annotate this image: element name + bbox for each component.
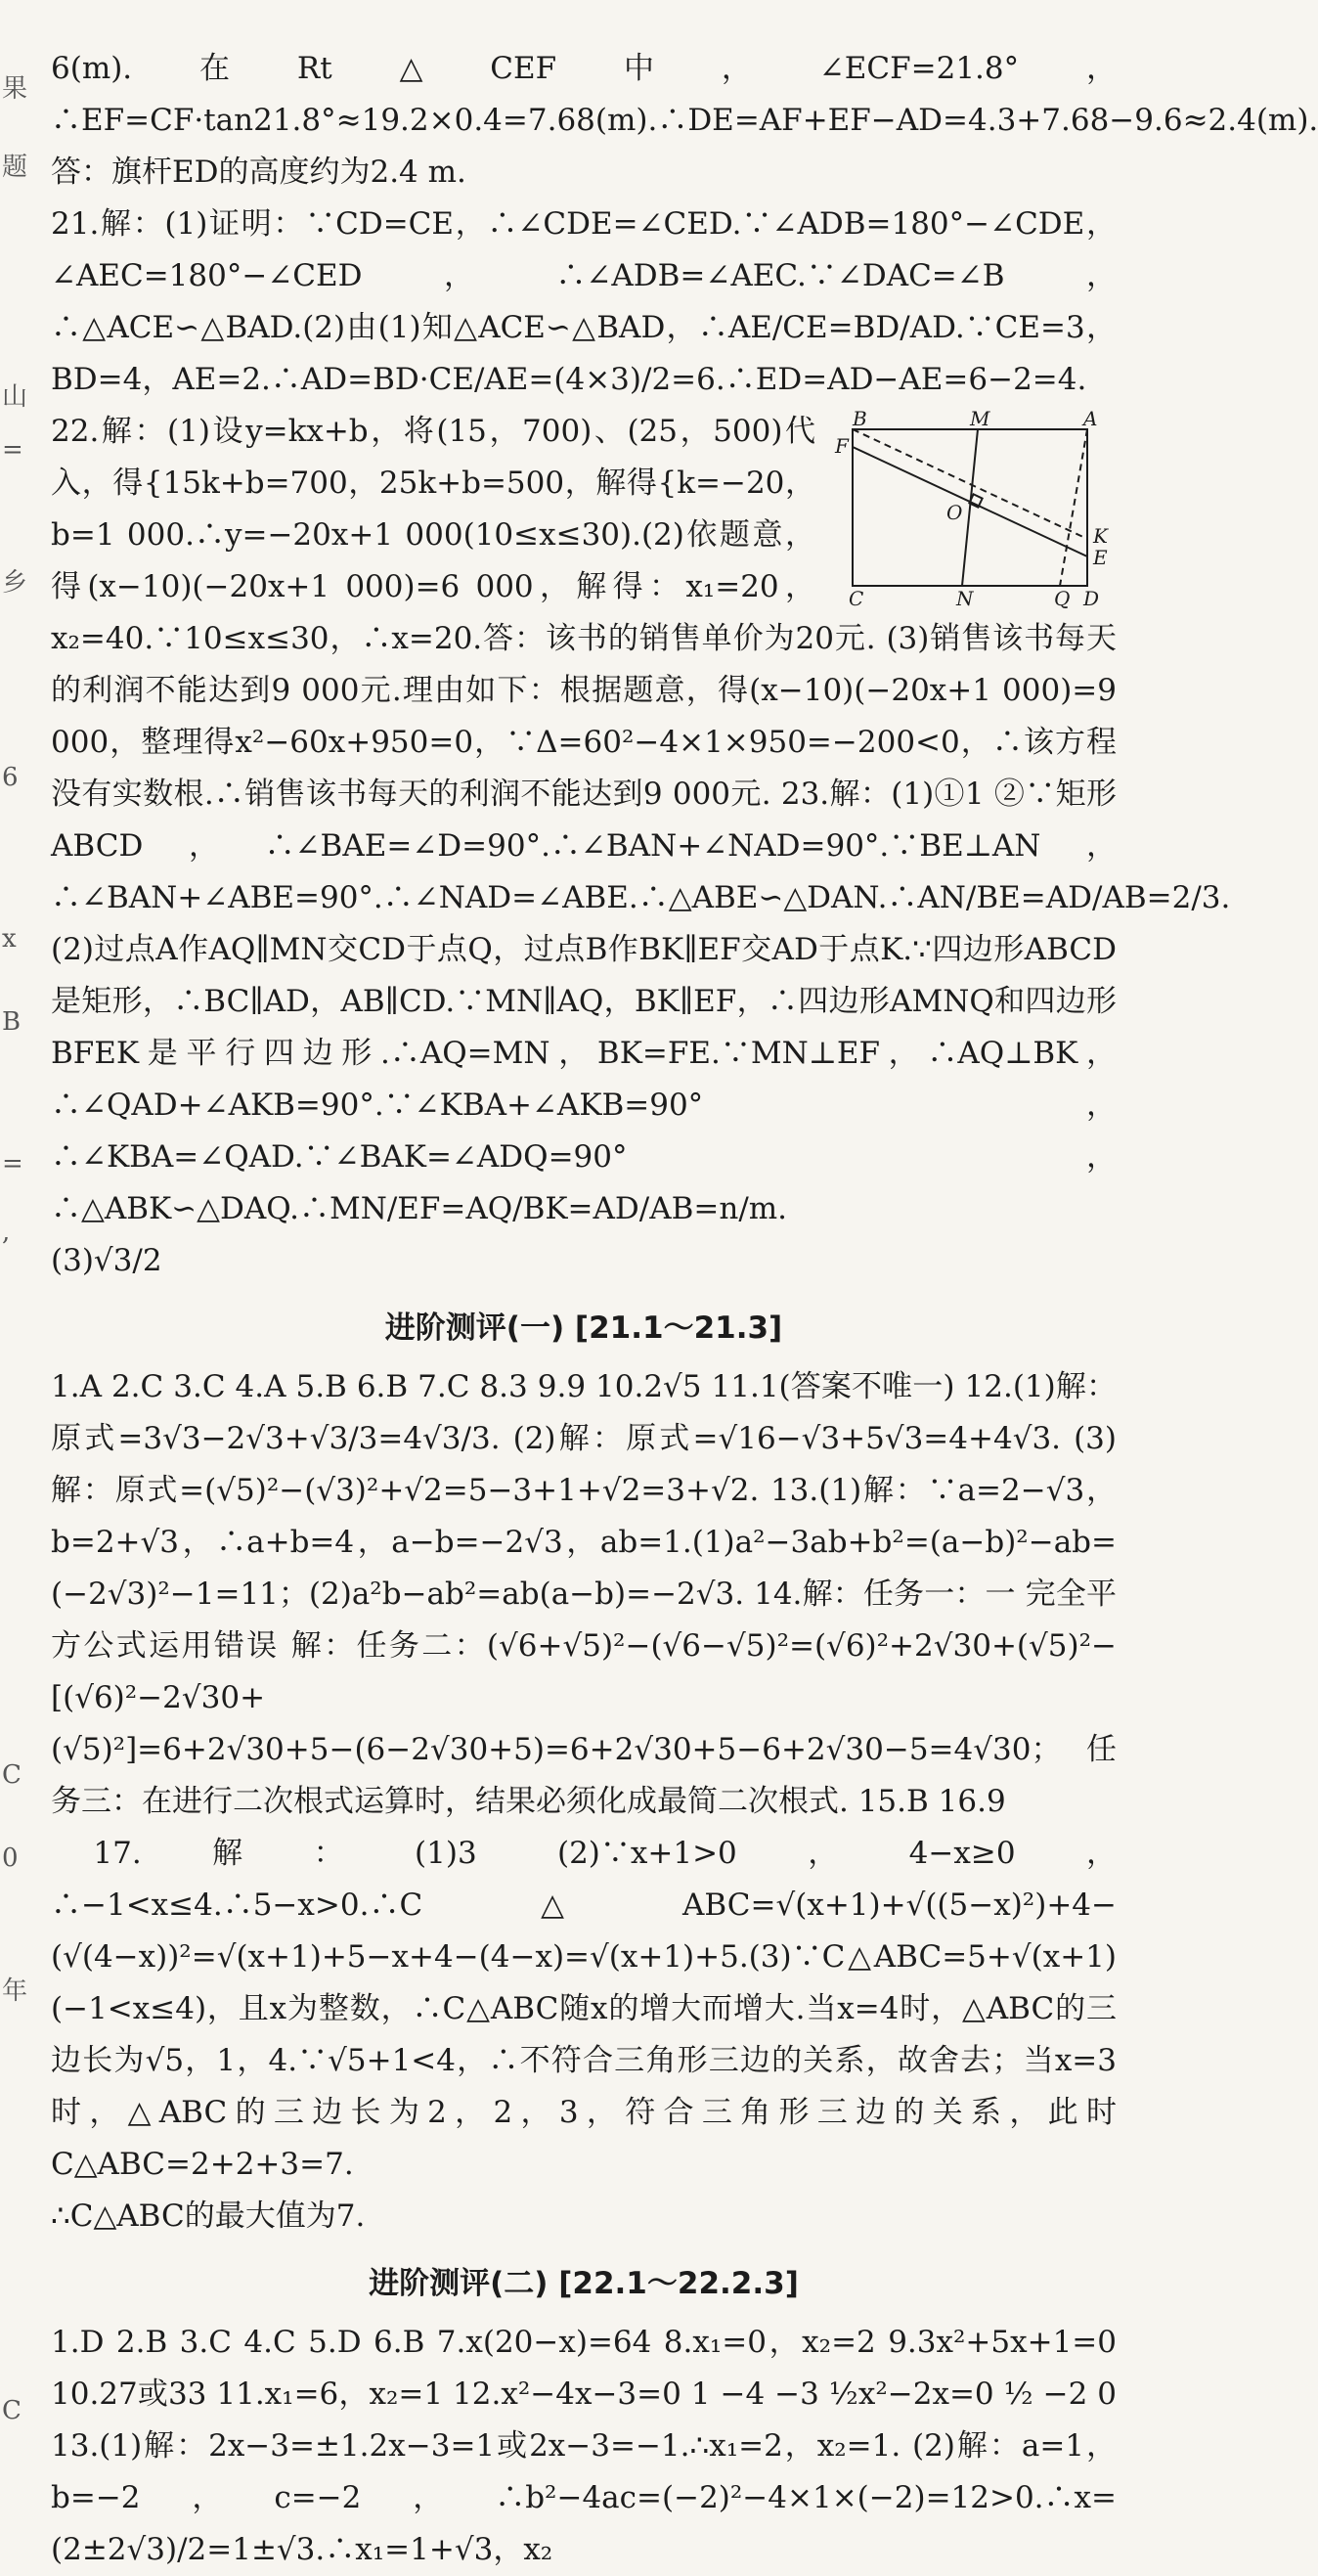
label-K: K <box>1093 524 1108 548</box>
margin-char: x <box>2 924 17 954</box>
margin-char: , <box>2 1218 11 1247</box>
margin-char: 0 <box>2 1843 19 1873</box>
label-O: O <box>946 501 963 524</box>
solution-22-23: 22.解：(1)设y=kx+b，将(15，700)、(25，500)代入，得{15k+b=700，25k+b=500，解得{k=−20，b=1 000.∴y=−20x+1 000(10≤x≤30).(2)依题意，得(x−10)(−20x+1 000)=6 000，解得：x₁=20，x₂=40.∵10≤x≤30，∴x=20.答：该书的销售单价为20元. (3)销售该书每天的利润不能达到9 000元.理由如下：根据题意，得(x−10)(−20x+1 000)=9 000，整理得x²−60x+950=0，∵Δ=60²−4×1×950=−200<0，∴该方程没有实数根.∴销售该书每天的利润不能达到9 000元. 23.解：(1)①1 ②∵矩形ABCD，∴∠BAE=∠D=90°.∴∠BAN+∠NAD=90°.∵BE⊥AN，∴∠BAN+∠ABE=90°.∴∠NAD=∠ABE.∴△ABE∽△DAN.∴AN/BE=AD/AB=2/3. (2)过点A作AQ∥MN交CD于点Q，过点B作BK∥EF交AD于点K.∵四边形ABCD是矩形，∴BC∥AD，AB∥CD.∵MN∥AQ，BK∥EF，∴四边形AMNQ和四边形BFEK是平行四边形.∴AQ=MN，BK=FE.∵MN⊥EF，∴AQ⊥BK，∴∠QAD+∠AKB=90°.∵∠KBA+∠AKB=90°，∴∠KBA=∠QAD.∵∠BAK=∠ADQ=90°，∴△ABK∽△DAQ.∴MN/EF=AQ/BK=AD/AB=n/m. <box>51 414 1231 1226</box>
label-C: C <box>849 587 864 610</box>
label-F: F <box>835 434 849 458</box>
margin-char: = <box>2 435 23 465</box>
label-M: M <box>970 407 990 430</box>
margin-char: B <box>2 1007 22 1037</box>
answer-content <box>51 43 1318 2576</box>
margin-char: 6 <box>2 763 19 792</box>
section-heading-2: 进阶测评(二) [22.1～22.2.3] <box>369 2266 799 2301</box>
section1-conclusion: ∴C△ABC的最大值为7. <box>51 2198 366 2234</box>
left-margin-cutoff <box>0 0 29 2497</box>
margin-char: 果 <box>2 74 28 104</box>
rectangle-figure <box>833 407 1117 610</box>
solution-paragraph: 6(m).在Rt△CEF中，∠ECF=21.8°，∴EF=CF·tan21.8°≈19.2×0.4=7.68(m).∴DE=AF+EF−AD=4.3+7.68−9.6≈2.4(m).答：旗杆ED的高度约为2.4 m. <box>51 51 1318 190</box>
label-B: B <box>853 407 867 430</box>
solution-23-part3: (3)√3/2 <box>51 1243 162 1278</box>
section1-answers: 1.A 2.C 3.C 4.A 5.B 6.B 7.C 8.3 9.9 10.2√5 11.1(答案不唯一) 12.(1)解：原式=3√3−2√3+√3/3=4√3/3. (2)解：原式=√16−√3+5√3=4+4√3. (3)解：原式=(√5)²−(√3)²+√2=5−3+1+√2=3+√2. 13.(1)解：∵a=2−√3，b=2+√3，∴a+b=4，a−b=−2√3，ab=1.(1)a²−3ab+b²=(a−b)²−ab=(−2√3)²−1=11；(2)a²b−ab²=ab(a−b)=−2√3. 14.解：任务一：一 完全平方公式运用错误 解：任务二：(√6+√5)²−(√6−√5)²=(√6)²+2√30+(√5)²−[(√6)²−2√30+(√5)²]=6+2√30+5−(6−2√30+5)=6+2√30+5−6+2√30−5=4√30；任务三：在进行二次根式运算时，结果必须化成最简二次根式. 15.B 16.9 <box>51 1369 1117 1819</box>
label-D: D <box>1083 587 1100 610</box>
section2-answers: 1.D 2.B 3.C 4.C 5.D 6.B 7.x(20−x)=64 8.x₁=0，x₂=2 9.3x²+5x+1=0 10.27或33 11.x₁=6，x₂=1 12.x²−4x−3=0 1 −4 −3 ½x²−2x=0 ½ −2 0 13.(1)解：2x−3=±1.2x−3=1或2x−3=−1.∴x₁=2，x₂=1. (2)解：a=1，b=−2，c=−2，∴b²−4ac=(−2)²−4×1×(−2)=12>0.∴x=(2±2√3)/2=1±√3.∴x₁=1+√3，x₂ <box>51 2325 1117 2567</box>
margin-char: 山 <box>2 382 28 412</box>
margin-char: 年 <box>2 1976 28 2006</box>
label-N: N <box>956 587 974 610</box>
label-Q: Q <box>1054 587 1071 610</box>
section-heading-1: 进阶测评(一) [21.1～21.3] <box>384 1310 783 1346</box>
label-A: A <box>1083 407 1098 430</box>
label-E: E <box>1093 546 1108 569</box>
margin-char: C <box>2 2396 22 2425</box>
section1-solution-17: 17.解：(1)3 (2)∵x+1>0，4−x≥0，∴−1<x≤4.∴5−x>0.∴C△ABC=√(x+1)+√((5−x)²)+4−(√(4−x))²=√(x+1)+5−x+4−(4−x)=√(x+1)+5.(3)∵C△ABC=5+√(x+1)(−1<x≤4)，且x为整数，∴C△ABC随x的增大而增大.当x=4时，△ABC的三边长为√5，1，4.∵√5+1<4，∴不符合三角形三边的关系，故舍去；当x=3时，△ABC的三边长为2，2，3，符合三角形三边的关系，此时C△ABC=2+2+3=7. <box>51 1836 1117 2182</box>
solution-21: 21.解：(1)证明：∵CD=CE，∴∠CDE=∠CED.∵∠ADB=180°−∠CDE，∠AEC=180°−∠CED，∴∠ADB=∠AEC.∵∠DAC=∠B，∴△ACE∽△BAD.(2)由(1)知△ACE∽△BAD，∴AE/CE=BD/AD.∵CE=3，BD=4，AE=2.∴AD=BD·CE/AE=(4×3)/2=6.∴ED=AD−AE=6−2=4. <box>51 206 1117 397</box>
margin-char: = <box>2 1149 23 1178</box>
margin-char: 乡 <box>2 568 28 598</box>
margin-char: 题 <box>2 153 28 182</box>
margin-char: C <box>2 1760 22 1790</box>
